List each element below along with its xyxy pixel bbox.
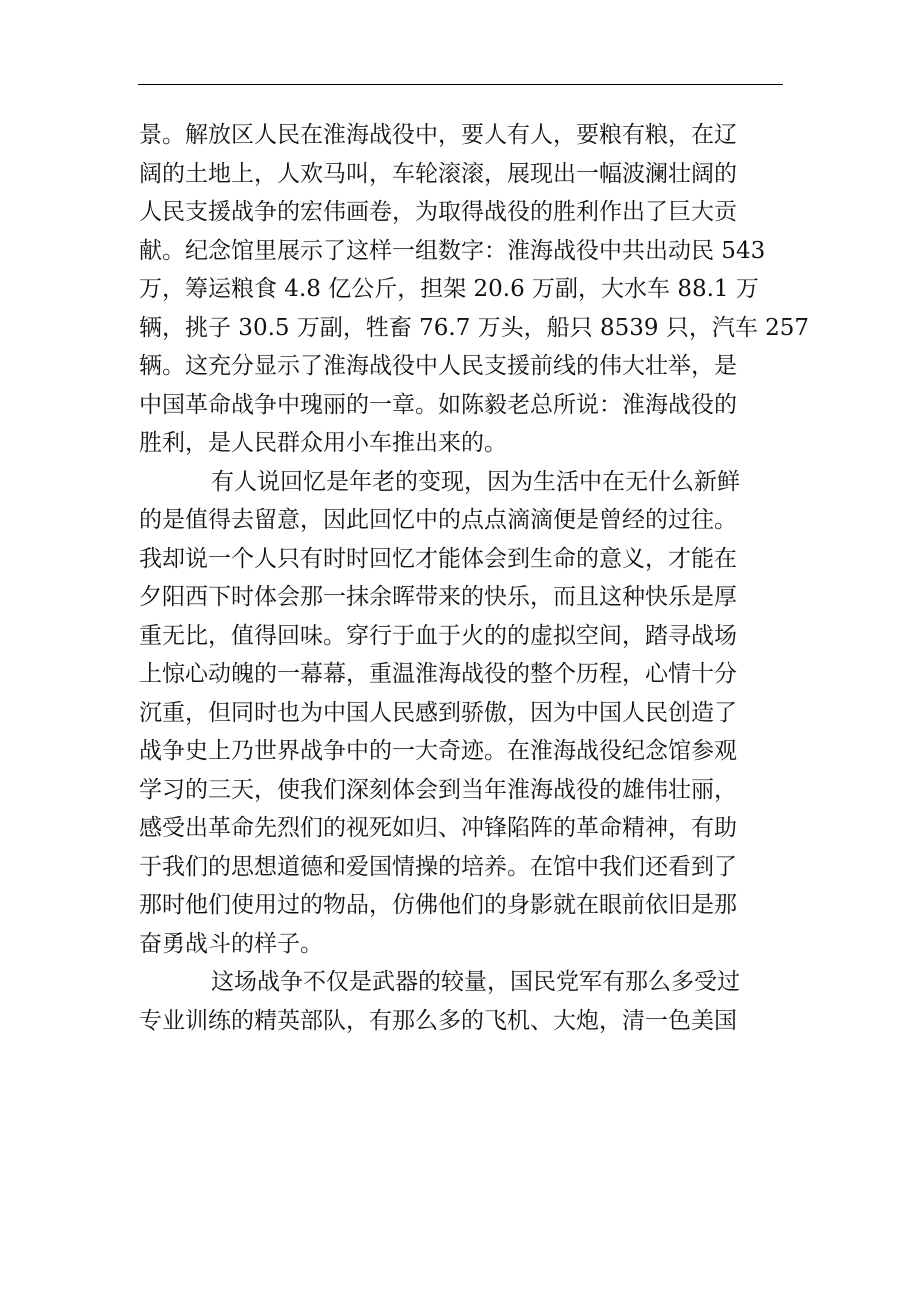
text-line: 专业训练的精英部队，有那么多的飞机、大炮，清一色美国 <box>139 1007 737 1034</box>
text-line: 那时他们使用过的物品，仿佛他们的身影就在眼前依旧是那 <box>139 892 737 918</box>
text-line: 沉重，但同时也为中国人民感到骄傲，因为中国人民创造了 <box>139 699 737 726</box>
paragraph-2 <box>139 463 787 964</box>
text-line: 重无比，值得回味。穿行于血于火的的虚拟空间，踏寻战场 <box>139 622 737 649</box>
text-line: 夕阳西下时体会那一抹余晖带来的快乐，而且这种快乐是厚 <box>139 584 737 610</box>
text-line: 于我们的思想道德和爱国情操的培养。在馆中我们还看到了 <box>139 853 737 880</box>
text-line: 人民支援战争的宏伟画卷，为取得战役的胜利作出了巨大贡 <box>139 199 737 225</box>
text-line: 这场战争不仅是武器的较量，国民党军有那么多受过 <box>211 969 740 995</box>
text-line: 学习的三天，使我们深刻体会到当年淮海战役的雄伟壮丽， <box>139 776 737 803</box>
text-line: 万，筹运粮食 4.8 亿公斤，担架 20.6 万副，大水车 88.1 万 <box>139 276 759 302</box>
paragraph-3 <box>139 963 787 1040</box>
paragraph-1 <box>139 116 810 463</box>
text-line: 的是值得去留意，因此回忆中的点点滴滴便是曾经的过往。 <box>139 507 737 533</box>
text-line: 奋勇战斗的样子。 <box>139 930 323 957</box>
text-line: 献。纪念馆里展示了这样一组数字：淮海战役中共出动民 543 <box>139 237 766 264</box>
header-rule <box>138 84 783 85</box>
text-line: 感受出革命先烈们的视死如归、冲锋陷阵的革命精神，有助 <box>139 815 737 841</box>
text-line: 阔的土地上，人欢马叫，车轮滚滚，展现出一幅波澜壮阔的 <box>139 160 737 187</box>
body-text <box>139 116 810 1040</box>
text-line: 景。解放区人民在淮海战役中，要人有人，要粮有粮，在辽 <box>139 122 737 148</box>
text-line: 上惊心动魄的一幕幕，重温淮海战役的整个历程，心情十分 <box>139 661 737 687</box>
text-line: 我却说一个人只有时时回忆才能体会到生命的意义，才能在 <box>139 545 737 572</box>
text-line: 有人说回忆是年老的变现，因为生活中在无什么新鲜 <box>211 468 740 495</box>
text-line: 中国革命战争中瑰丽的一章。如陈毅老总所说：淮海战役的 <box>139 391 737 418</box>
text-line: 战争史上乃世界战争中的一大奇迹。在淮海战役纪念馆参观 <box>139 738 737 764</box>
text-line: 辆。这充分显示了淮海战役中人民支援前线的伟大壮举，是 <box>139 353 737 379</box>
text-line: 胜利，是人民群众用小车推出来的。 <box>139 430 507 456</box>
text-line: 辆，挑子 30.5 万副，牲畜 76.7 万头，船只 8539 只，汽车 257 <box>139 314 810 341</box>
